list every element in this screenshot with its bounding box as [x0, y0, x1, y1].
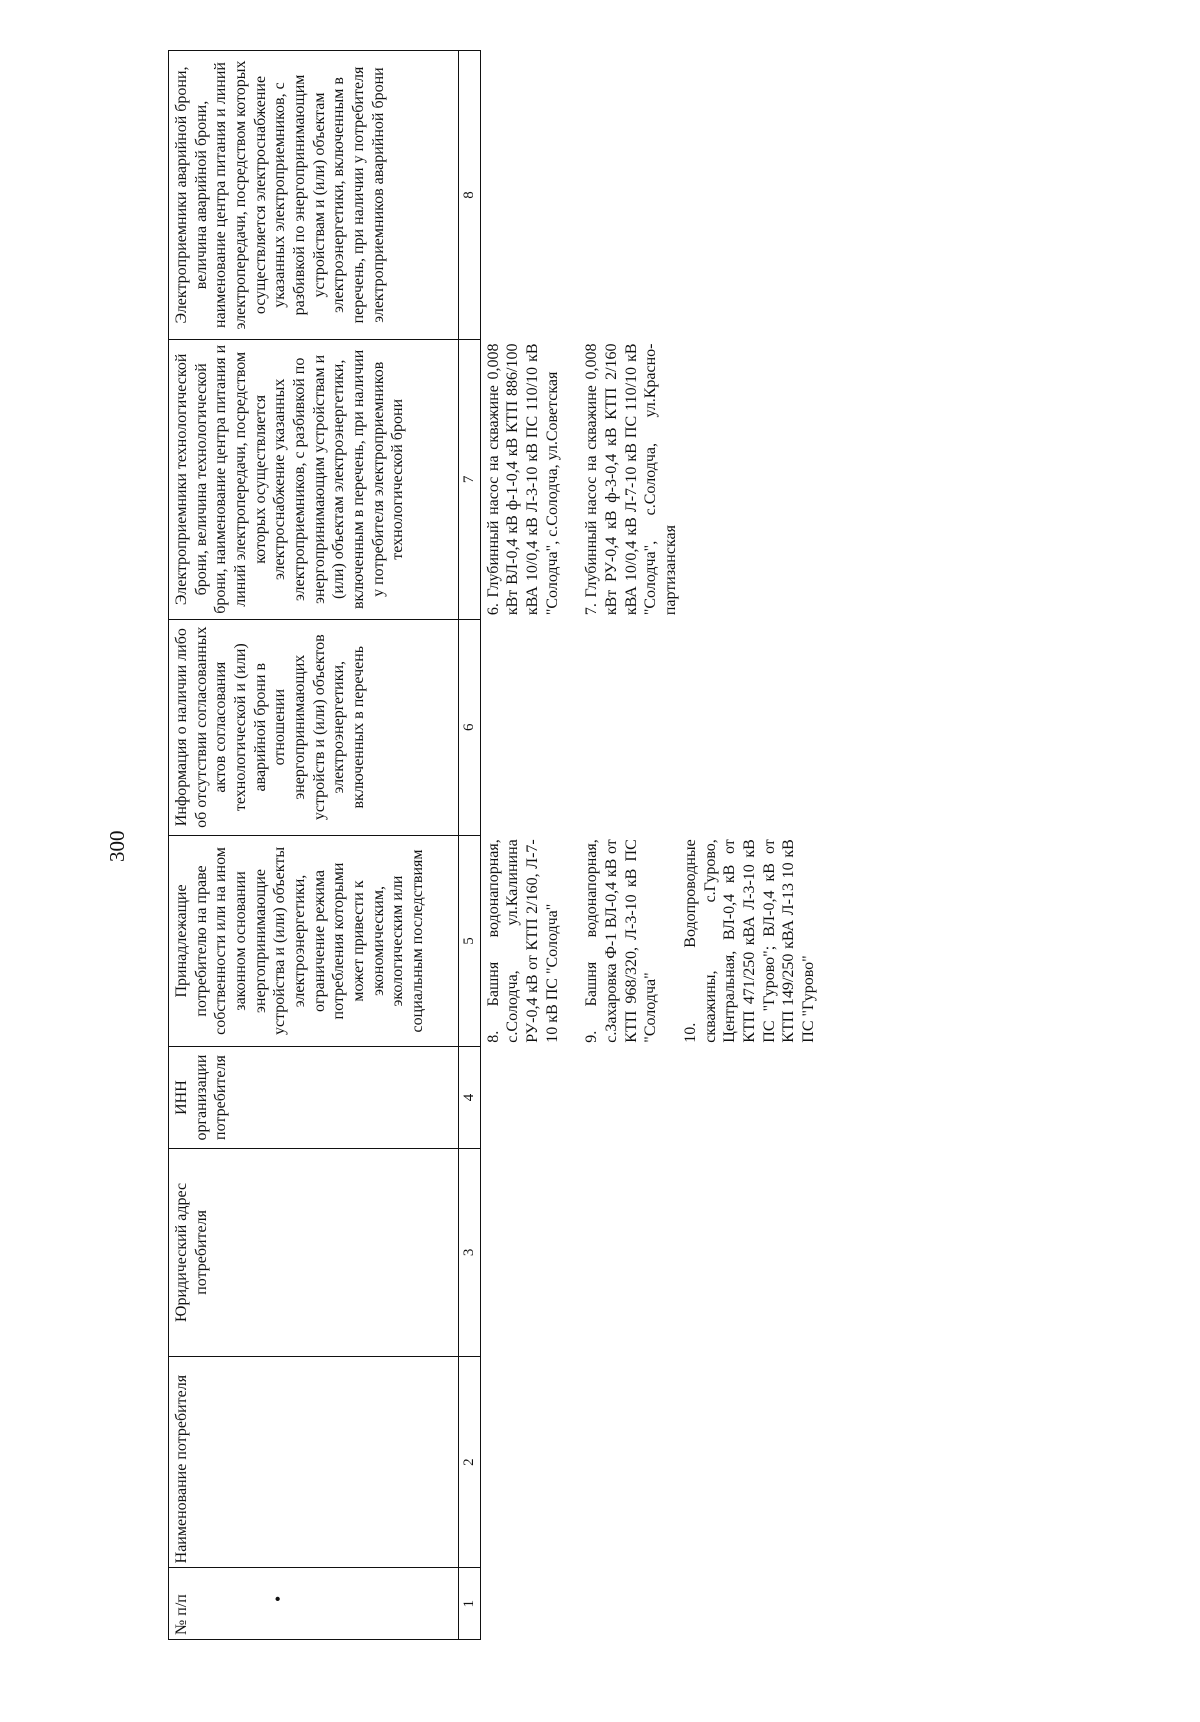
- empty-cell: [480, 51, 842, 340]
- device-entry: 9. Башня водонапорная, с.Захаровка Ф-1 ВЛ-0,4 кВ от КТП 968/320, Л-3-10 кВ ПС "Солодча": [583, 839, 660, 1043]
- header-cell-legal-address: Юридический адрес потребителя: [169, 1148, 459, 1356]
- column-number: 7: [459, 339, 481, 619]
- reserve-entry: 7. Глубинный насос на скважине 0,008 кВт РУ-0,4 кВ ф-3-0,4 кВ КТП 2/160 кВА 10/0,4 кВ Л-7-10 кВ ПС 110/10 кВ "Солодча", с.Солодча, ул.Красно-партизанская: [583, 343, 679, 616]
- column-number: 4: [459, 1047, 481, 1149]
- column-number: 5: [459, 835, 481, 1046]
- empty-cell: [480, 1047, 842, 1149]
- column-number: 2: [459, 1356, 481, 1567]
- header-cell-acts-info: Информация о наличии либо об отсутствии согласованных актов согласования технологической и (или) аварийной брони в отношении энергопринимающих устройств и (или) объектов электроэнергетики, включенных в перечень: [169, 619, 459, 835]
- header-cell-technological-reserve: Электроприемники технологической брони, величина технологической брони, наименование центра питания и линий электропередачи, посредством которых осуществляется электроснабжение указанных электроприемников, с разбивкой по энергопринимающим устройствам и (или) объектам электроэнергетики, включенным в перечень, при наличии у потребителя электроприемников технологической брони: [169, 339, 459, 619]
- header-row: [169, 51, 459, 1640]
- empty-cell: [480, 619, 842, 835]
- rotated-page-content: [168, 50, 817, 1640]
- header-cell-consumer-name: Наименование потребителя: [169, 1356, 459, 1567]
- device-entry: 8. Башня водонапорная, с.Солодча, ул.Калинина РУ-0,4 кВ от КТП 2/160, Л-7-10 кВ ПС "Солодча": [484, 839, 561, 1043]
- header-cell-emergency-reserve: Электроприемники аварийной брони, величина аварийной брони, наименование центра питания и линий электропередачи, посредством которых осуществляется электроснабжение указанных электроприемников, с разбивкой по энергопринимающим устройствам и (или) объектам электроэнергетики, включенным в перечень, при наличии у потребителя электроприемников аварийной брони: [169, 51, 459, 340]
- column-number: 6: [459, 619, 481, 835]
- header-cell-devices: Принадлежащие потребителю на праве собственности или на ином законном основании энергопринимающие устройства и (или) объекты электроэнергетики, ограничение режима потребления которыми может привести к экономическим, экологическим или социальным последствиям: [169, 835, 459, 1046]
- page-number: 300: [105, 830, 129, 862]
- table-row: [480, 51, 842, 1640]
- header-cell-inn: ИНН организации потребителя: [169, 1047, 459, 1149]
- empty-cell: [480, 1568, 842, 1640]
- column-number: 3: [459, 1148, 481, 1356]
- consumer-table: [168, 50, 842, 1640]
- empty-cell: [480, 1148, 842, 1356]
- device-entry: 10. Водопроводные скважины, с.Гурово, Центральная, ВЛ-0,4 кВ от КТП 471/250 кВА Л-3-10 кВ ПС "Гурово"; ВЛ-0,4 кВ от КТП 149/250 кВА Л-13 10 кВ ПС "Гурово": [681, 839, 817, 1043]
- column-number: 1: [459, 1568, 481, 1640]
- column-number-row: [459, 51, 481, 1640]
- devices-cell: [480, 835, 842, 1046]
- technological-reserve-cell: [480, 339, 842, 619]
- header-cell-number: № п/п: [169, 1568, 459, 1640]
- column-number: 8: [459, 51, 481, 340]
- row-marker: •: [268, 1595, 288, 1602]
- empty-cell: [480, 1356, 842, 1567]
- reserve-entry: 6. Глубинный насос на скважине 0,008 кВт ВЛ-0,4 кВ ф-1-0,4 кВ КТП 886/100 кВА 10/0,4 кВ Л-3-10 кВ ПС 110/10 кВ "Солодча", с.Солодча, ул.Советская: [484, 343, 561, 616]
